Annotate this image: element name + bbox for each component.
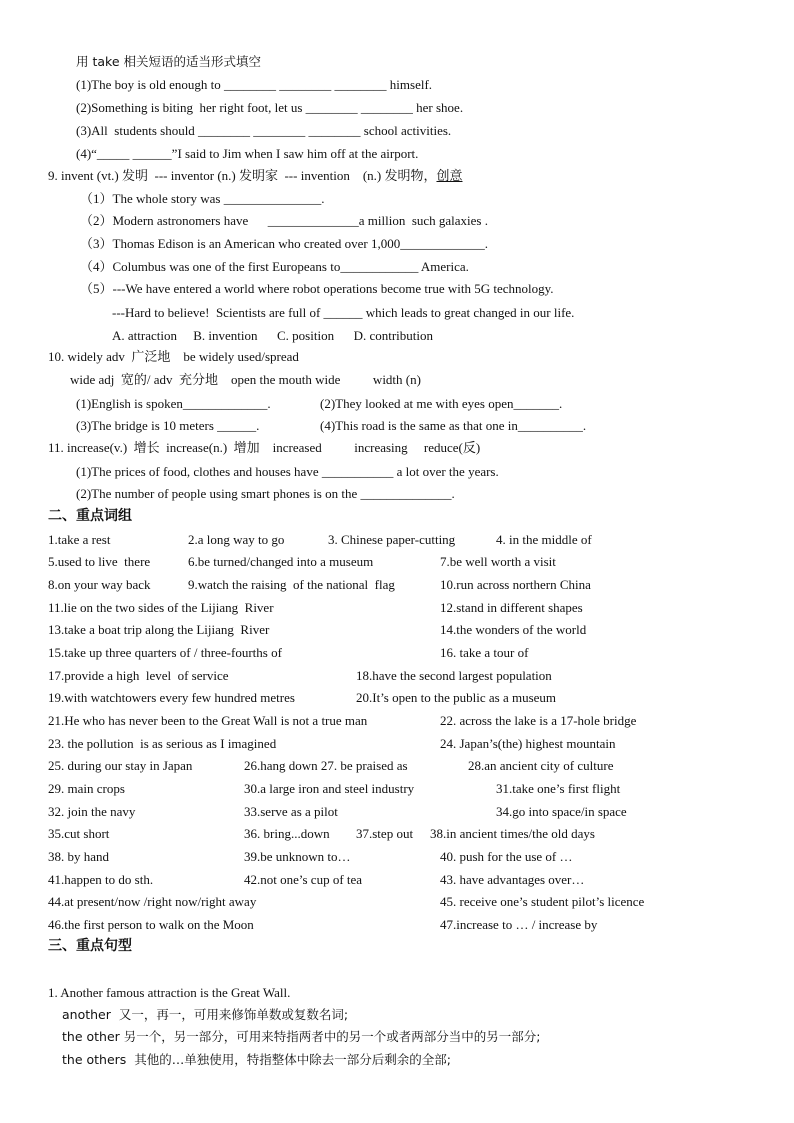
phrase: 15.take up three quarters of / three-fourths of — [48, 645, 282, 660]
phrase: 40. push for the use of … — [440, 849, 573, 864]
phrase: 33.serve as a pilot — [244, 804, 338, 819]
take-exercise-title: 用 take 相关短语的适当形式填空 — [76, 54, 261, 69]
widely-question-4: (4)This road is the same as that one in__________. — [320, 418, 587, 433]
phrase: 37.step out — [356, 826, 414, 841]
phrase: 1.take a rest — [48, 532, 111, 547]
take-question-2: (2)Something is biting her right foot, let us ________ ________ her shoe. — [76, 100, 464, 115]
invent-question-2: （2）Modern astronomers have ______________a million such galaxies . — [80, 213, 488, 228]
phrase: 39.be unknown to… — [244, 849, 351, 864]
phrase: 28.an ancient city of culture — [468, 758, 614, 773]
increase-question-1: (1)The prices of food, clothes and houses have ___________ a lot over the years. — [76, 464, 499, 479]
invent-question-1: （1）The whole story was _______________. — [80, 191, 325, 206]
sentence-1: 1. Another famous attraction is the Great Wall. — [48, 985, 291, 1000]
phrase: 36. bring...down — [244, 826, 330, 841]
phrase: 41.happen to do sth. — [48, 872, 154, 887]
phrase: 20.It’s open to the public as a museum — [356, 690, 557, 705]
phrase: 7.be well worth a visit — [440, 554, 556, 569]
phrase: 13.take a boat trip along the Lijiang River — [48, 622, 270, 637]
invent-heading — [48, 168, 463, 184]
phrase: 32. join the navy — [48, 804, 136, 819]
invent-question-5a: （5）---We have entered a world where robot operations become true with 5G technology. — [80, 281, 554, 296]
phrase: 16. take a tour of — [440, 645, 529, 660]
phrase: 2.a long way to go — [188, 532, 285, 547]
widely-question-1: (1)English is spoken_____________. — [76, 396, 271, 411]
phrase: 11.lie on the two sides of the Lijiang River — [48, 600, 274, 615]
the-other-note: the other 另一个，另一部分，可用来特指两者中的另一个或者两部分当中的另一部分; — [62, 1029, 541, 1044]
section-2-title: 二、重点词组 — [48, 508, 132, 524]
phrase: 21.He who has never been to the Great Wall is not a true man — [48, 713, 368, 728]
take-question-1: (1)The boy is old enough to ________ ________ ________ himself. — [76, 77, 433, 92]
widely-question-2: (2)They looked at me with eyes open_______. — [320, 396, 563, 411]
phrase: 38. by hand — [48, 849, 110, 864]
widely-question-3: (3)The bridge is 10 meters ______. — [76, 418, 260, 433]
phrase: 26.hang down 27. be praised as — [244, 758, 408, 773]
take-question-3: (3)All students should ________ ________ ________ school activities. — [76, 123, 452, 138]
phrase: 18.have the second largest population — [356, 668, 552, 683]
phrase: 46.the first person to walk on the Moon — [48, 917, 254, 932]
phrase: 23. the pollution is as serious as I imagined — [48, 736, 277, 751]
invent-heading-underlined: 创意 — [436, 168, 463, 183]
phrase: 29. main crops — [48, 781, 125, 796]
phrase: 25. during our stay in Japan — [48, 758, 193, 773]
invent-options: A. attraction B. invention C. position D. contribution — [112, 328, 434, 343]
widely-heading: 10. widely adv 广泛地 be widely used/spread — [48, 349, 299, 364]
phrase: 14.the wonders of the world — [440, 622, 587, 637]
phrase: 34.go into space/in space — [496, 804, 627, 819]
increase-heading: 11. increase(v.) 增长 increase(n.) 增加 increased increasing reduce(反) — [48, 440, 481, 455]
phrase: 5.used to live there — [48, 554, 151, 569]
phrase: 43. have advantages over… — [440, 872, 585, 887]
phrase: 31.take one’s first flight — [496, 781, 621, 796]
invent-question-5b: ---Hard to believe! Scientists are full of ______ which leads to great changed in our life. — [112, 305, 575, 320]
phrase: 22. across the lake is a 17-hole bridge — [440, 713, 637, 728]
the-others-note: the others 其他的…单独使用，特指整体中除去一部分后剩余的全部; — [62, 1052, 451, 1067]
phrase: 24. Japan’s(the) highest mountain — [440, 736, 616, 751]
phrase: 42.not one’s cup of tea — [244, 872, 363, 887]
phrase: 6.be turned/changed into a museum — [188, 554, 374, 569]
phrase: 3. Chinese paper-cutting — [328, 532, 456, 547]
phrase: 19.with watchtowers every few hundred metres — [48, 690, 295, 705]
another-note: another 又一，再一，可用来修饰单数或复数名词; — [62, 1007, 349, 1022]
increase-question-2: (2)The number of people using smart phones is on the ______________. — [76, 486, 455, 501]
phrase: 10.run across northern China — [440, 577, 591, 592]
phrase: 35.cut short — [48, 826, 110, 841]
phrase: 9.watch the raising of the national flag — [188, 577, 395, 592]
invent-question-4: （4）Columbus was one of the first Europeans to____________ America. — [80, 259, 469, 274]
phrase: 38.in ancient times/the old days — [430, 826, 595, 841]
invent-question-3: （3）Thomas Edison is an American who created over 1,000_____________. — [80, 236, 488, 251]
phrase: 47.increase to … / increase by — [440, 917, 598, 932]
take-question-4: (4)“_____ ______”I said to Jim when I saw him off at the airport. — [76, 146, 419, 161]
section-3-title: 三、重点句型 — [48, 938, 132, 954]
phrase: 17.provide a high level of service — [48, 668, 229, 683]
phrase: 45. receive one’s student pilot’s licence — [440, 894, 645, 909]
phrase: 12.stand in different shapes — [440, 600, 583, 615]
phrase: 30.a large iron and steel industry — [244, 781, 415, 796]
phrase: 44.at present/now /right now/right away — [48, 894, 257, 909]
invent-heading-text: 9. invent (vt.) 发明 --- inventor (n.) 发明家 --- invention (n.) 发明物， — [48, 168, 437, 183]
phrase: 8.on your way back — [48, 577, 151, 592]
widely-line-2: wide adj 宽的/ adv 充分地 open the mouth wide width (n) — [70, 372, 421, 387]
phrase: 4. in the middle of — [496, 532, 592, 547]
